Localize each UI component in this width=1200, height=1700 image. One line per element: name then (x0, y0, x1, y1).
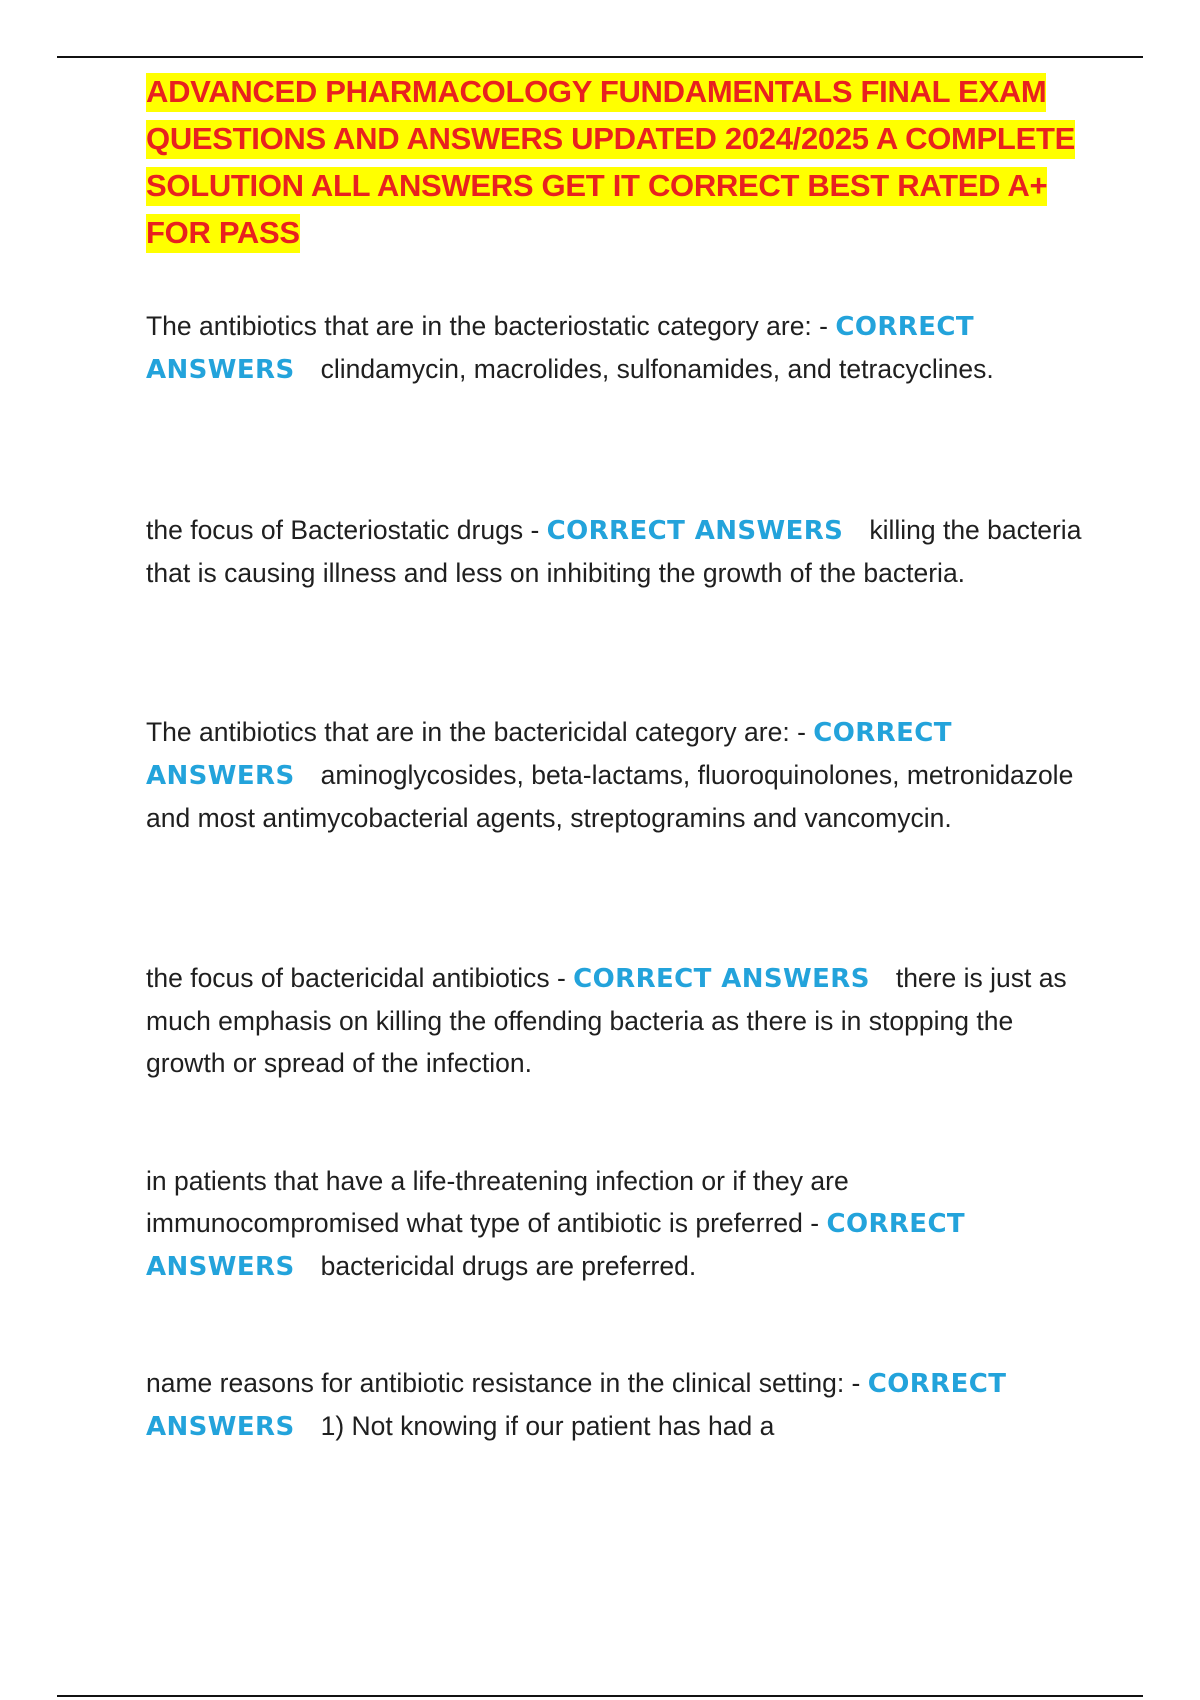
qa-item-5 (146, 1160, 1096, 1288)
answer-text: clindamycin, macrolides, sulfonamides, and tetracyclines. (320, 354, 994, 384)
question-text: name reasons for antibiotic resistance in the clinical setting: (146, 1368, 845, 1398)
qa-item-4 (146, 957, 1096, 1084)
document-header (146, 68, 1096, 256)
bottom-rule (57, 1695, 1143, 1697)
answer-marker: CORRECT ANSWERS (146, 1369, 1007, 1442)
top-rule (57, 56, 1143, 58)
document-title-text: ADVANCED PHARMACOLOGY FUNDAMENTALS FINAL EXAM QUESTIONS AND ANSWERS UPDATED 2024/2025 A COMPLETE SOLUTION ALL ANSWERS GET IT CORRECT BEST RATED A+ FOR PASS (146, 73, 1075, 253)
answer-marker: CORRECT ANSWERS (146, 1209, 966, 1282)
separator: - (789, 717, 814, 747)
separator: - (811, 311, 836, 341)
separator: - (802, 1208, 827, 1238)
answer-text: bactericidal drugs are preferred. (320, 1251, 697, 1281)
question-text: in patients that have a life-threatening infection or if they are immunocompromised what type of antibiotic is preferred (146, 1166, 849, 1238)
answer-text: killing the bacteria that is causing illness and less on inhibiting the growth of the bacteria. (146, 515, 1082, 588)
document-title (146, 68, 1096, 256)
answer-marker: CORRECT ANSWERS (146, 718, 952, 791)
separator: - (549, 963, 574, 993)
qa-item-1 (146, 305, 1096, 391)
question-text: The antibiotics that are in the bactericidal category are: (146, 717, 790, 747)
answer-text: there is just as much emphasis on killing the offending bacteria as there is in stopping the growth or spread of the infection. (146, 963, 1067, 1078)
question-text: the focus of bactericidal antibiotics (146, 963, 550, 993)
separator: - (523, 515, 547, 545)
qa-item-3 (146, 711, 1096, 839)
qa-item-2 (146, 509, 1096, 594)
answer-text: 1) Not knowing if our patient has had a (320, 1411, 775, 1441)
answer-text: aminoglycosides, beta-lactams, fluoroquinolones, metronidazole and most antimycobacterial agents, streptogramins and vancomycin. (146, 760, 1074, 833)
separator: - (844, 1368, 868, 1398)
qa-item-6 (146, 1362, 1096, 1448)
answer-marker: CORRECT ANSWERS (146, 312, 974, 385)
question-text: the focus of Bacteriostatic drugs (146, 515, 524, 545)
answer-marker: CORRECT ANSWERS (546, 516, 844, 546)
answer-marker: CORRECT ANSWERS (573, 964, 870, 994)
question-text: The antibiotics that are in the bacteriostatic category are: (146, 311, 812, 341)
